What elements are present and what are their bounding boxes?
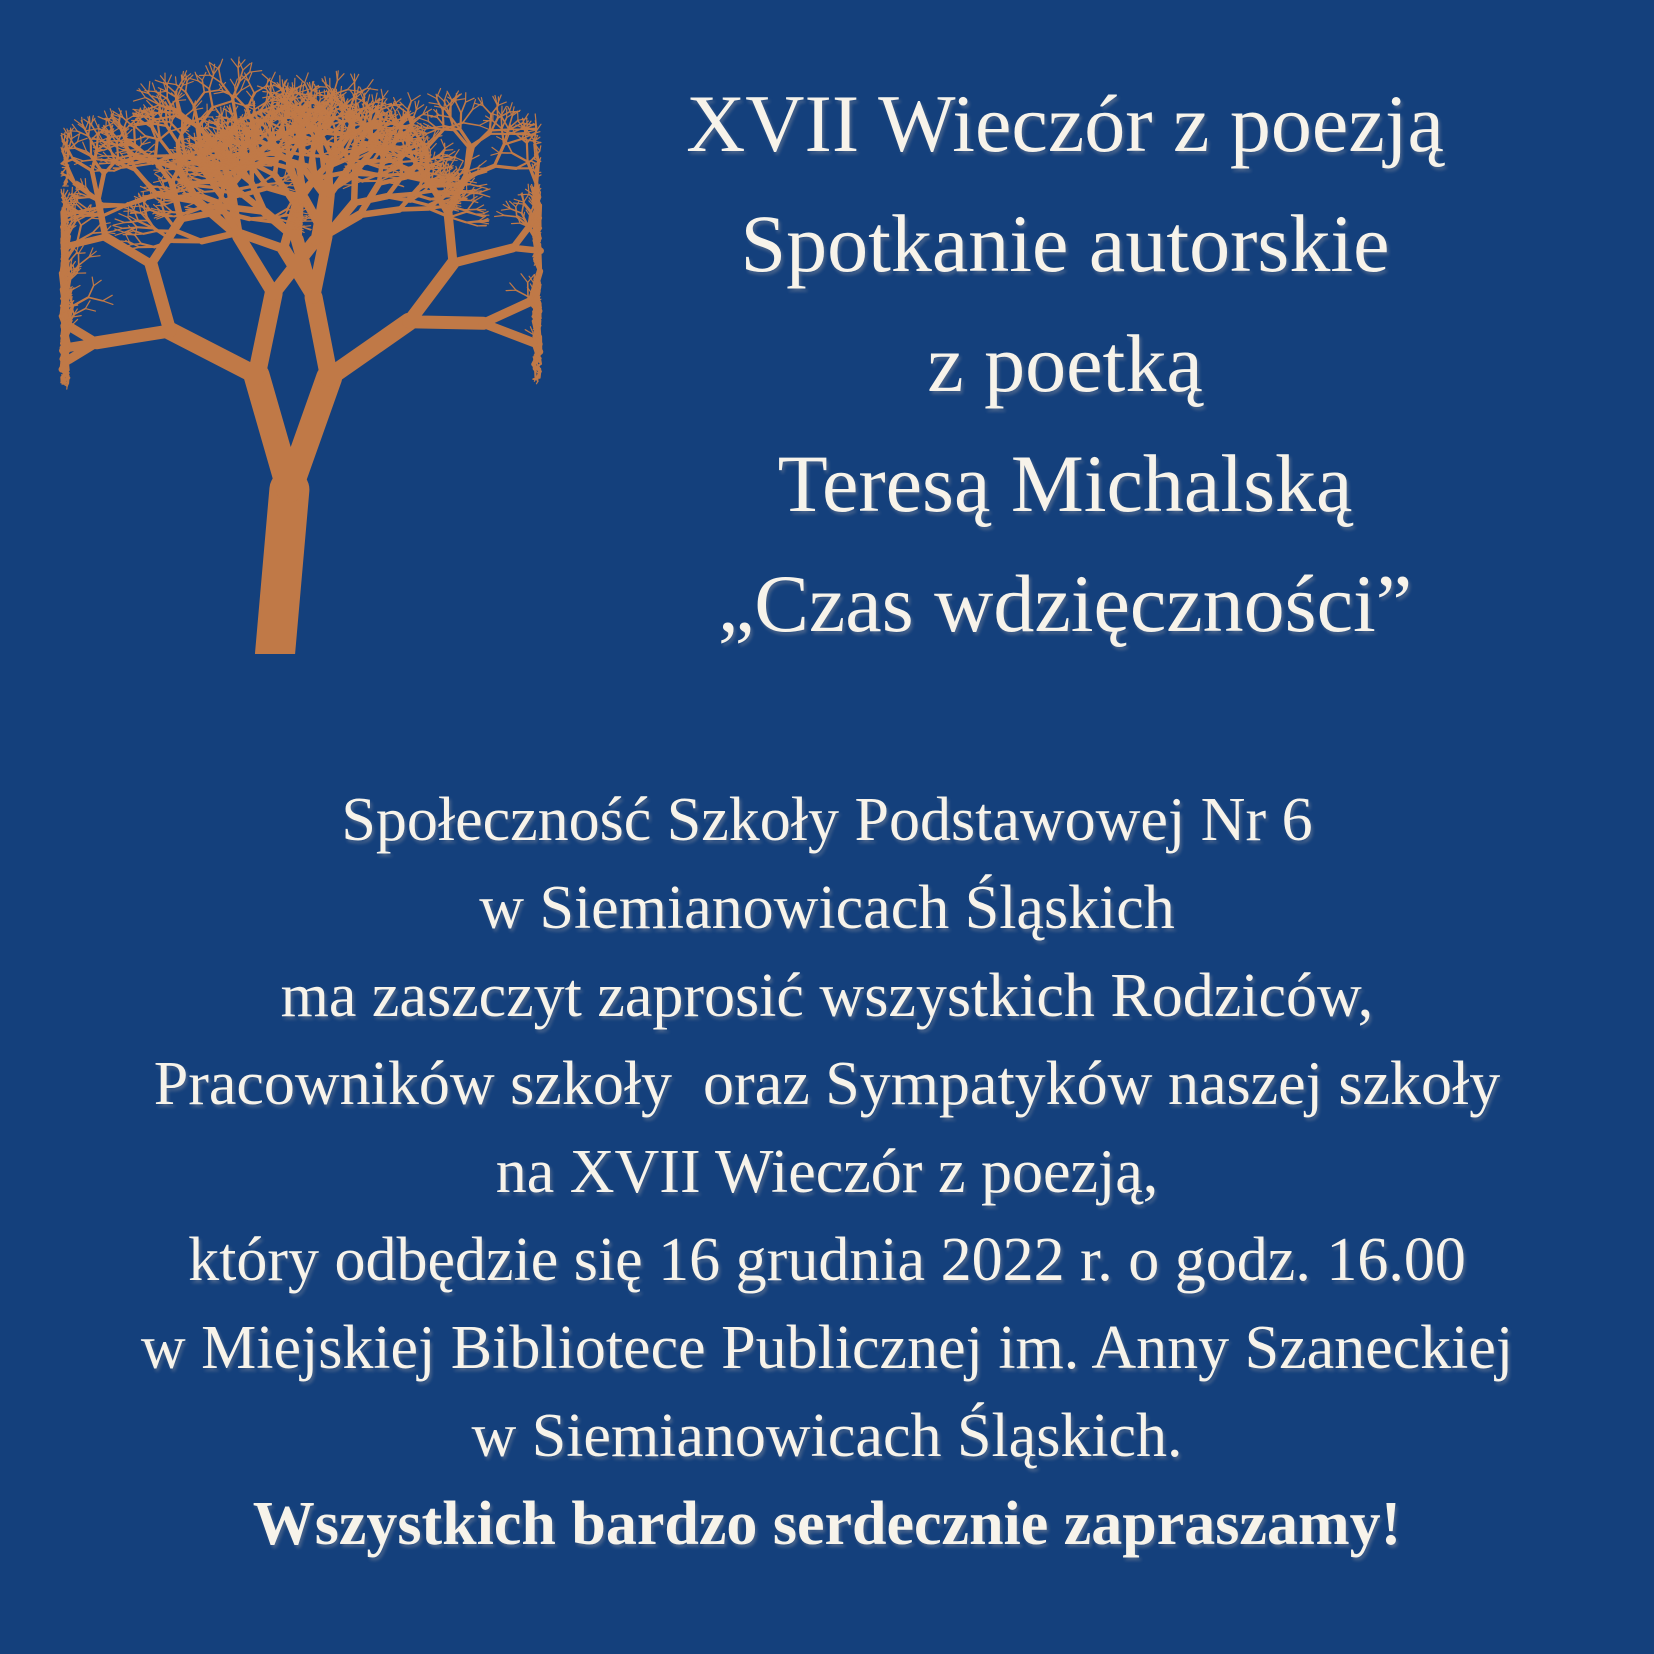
- body-line-school: Społeczność Szkoły Podstawowej Nr 6: [341, 786, 1313, 854]
- closing-line: Wszystkich bardzo serdecznie zapraszamy!: [252, 1490, 1402, 1558]
- poster-title: [560, 64, 1570, 664]
- bare-tree-icon: [55, 48, 547, 654]
- body-line-datetime: który odbędzie się 16 grudnia 2022 r. o godz. 16.00: [188, 1226, 1466, 1294]
- body-line-event: na XVII Wieczór z poezją,: [495, 1138, 1159, 1206]
- title-line-meeting: Spotkanie autorskie: [740, 198, 1390, 289]
- body-line-venue: w Miejskiej Bibliotece Publicznej im. Anny Szaneckiej: [140, 1314, 1514, 1382]
- title-line-book-title: „Czas wdzięczności”: [717, 558, 1413, 649]
- poster-body: [40, 776, 1614, 1568]
- body-line-city: w Siemianowicach Śląskich: [479, 874, 1175, 942]
- body-line-venue-city: w Siemianowicach Śląskich.: [471, 1402, 1183, 1470]
- body-line-audience: Pracowników szkoły oraz Sympatyków naszej szkoły: [153, 1050, 1501, 1118]
- title-line-poet-name: Teresą Michalską: [777, 438, 1353, 529]
- title-line-event: XVII Wieczór z poezją: [686, 78, 1444, 169]
- body-line-invite: ma zaszczyt zaprosić wszystkich Rodziców,: [280, 962, 1374, 1030]
- title-line-with-poet: z poetką: [927, 318, 1203, 409]
